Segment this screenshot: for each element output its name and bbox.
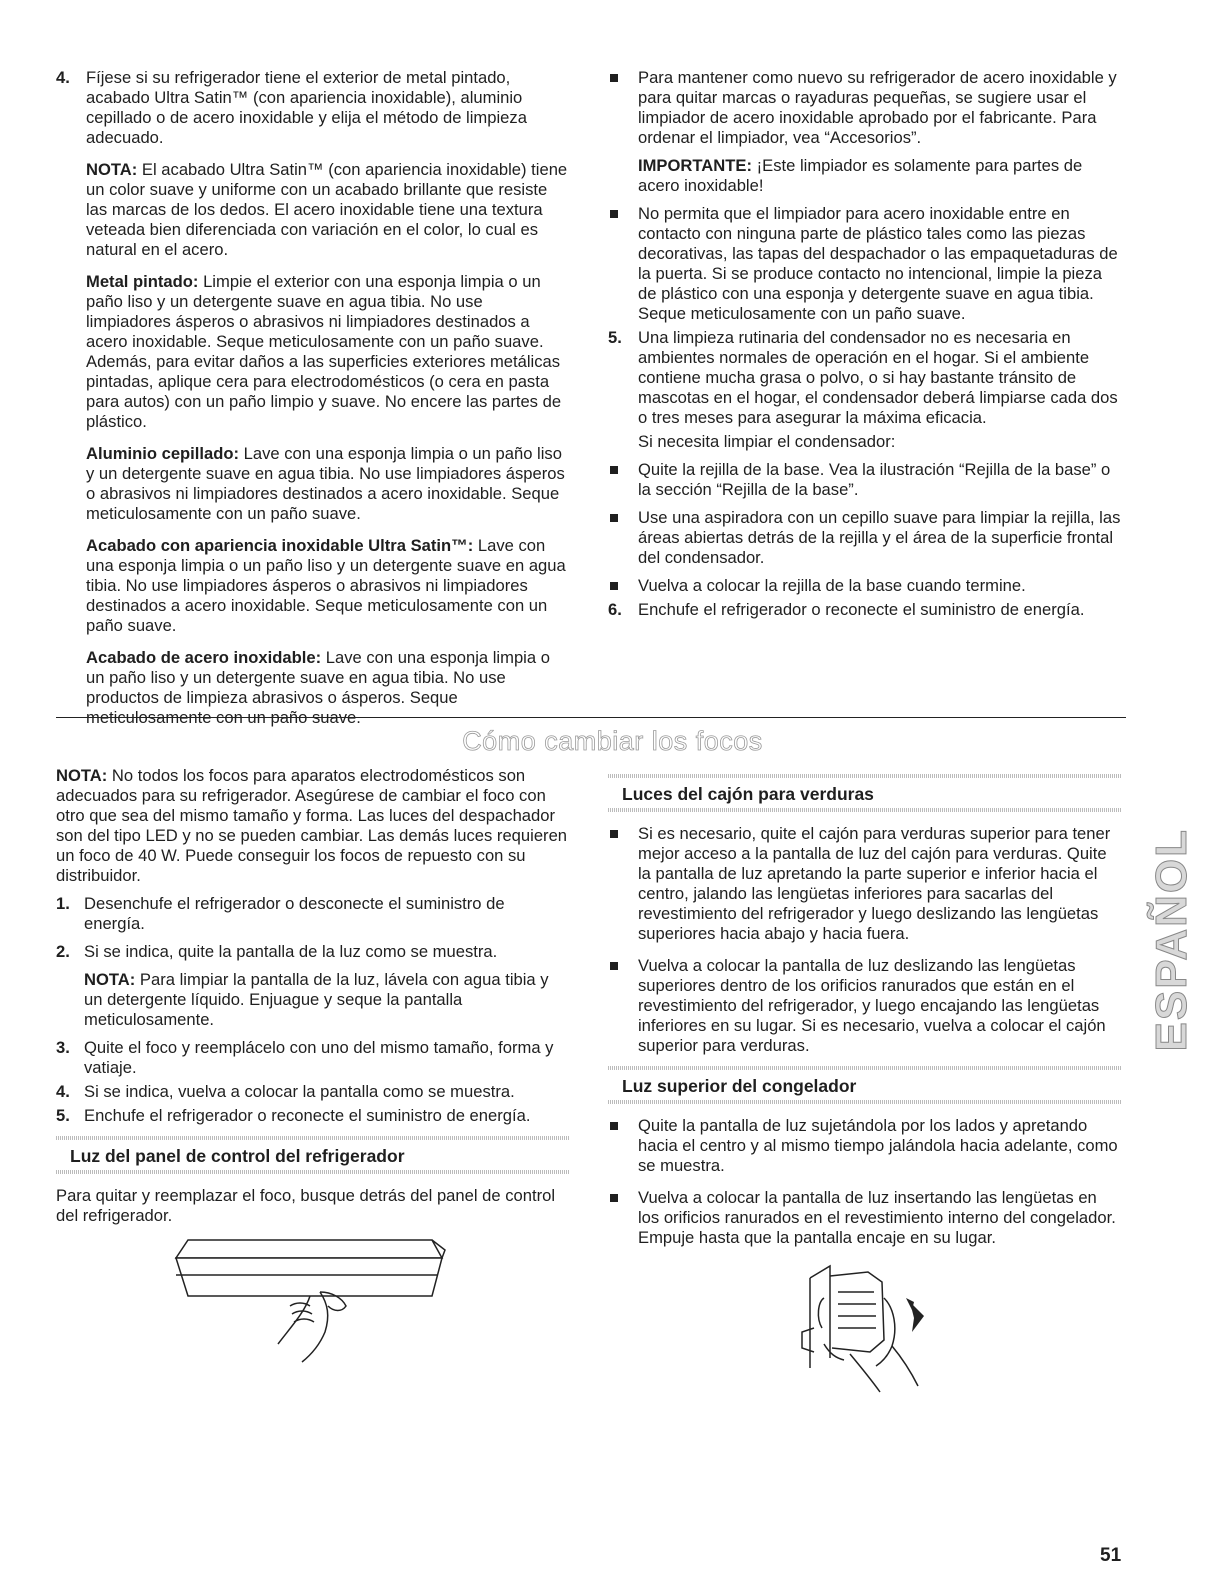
aluminio-paragraph (86, 444, 568, 524)
step-item (56, 1082, 570, 1102)
bullet-square-icon (610, 962, 618, 970)
metal-pintado-text: Limpie el exterior con una esponja limpia o un paño liso y un detergente suave en agua tibia. No use limpiadores ásperos o abrasivos ni limpiadores destinados a acero inoxidable. Seque meticulosamente con un paño suave. Además, para evitar daños a las superficies exteriores metálicas pintadas, aplique cera para electrodomésticos (o cera en pasta para autos) con un paño limpio y suave. No encere las partes de plástico. (86, 272, 562, 431)
bullet-square-icon (610, 582, 618, 590)
item-4-text: Fíjese si su refrigerador tiene el exterior de metal pintado, acabado Ultra Satin™ (con apariencia inoxidable), aluminio cepillado o de acero inoxidable y elija el método de limpieza adecuado. (86, 68, 527, 147)
panel-light-heading: Luz del panel de control del refrigerador (56, 1136, 570, 1174)
item-5-text: Una limpieza rutinaria del condensador no es necesaria en ambientes normales de operación en el hogar. Si el ambiente contiene mucha grasa o polvo, o si hay bastante tránsito de mascotas en el hogar, el condensador deberá limpiarse cada dos o tres meses para asegurar la máxima eficacia. (638, 328, 1118, 427)
bullet-item (608, 204, 1122, 324)
mantener-text: Para mantener como nuevo su refrigerador de acero inoxidable y para quitar marcas o rayaduras pequeñas, se sugiere usar el limpiador de acero inoxidable aprobado por el fabricante. Para ordenar el limpiador, vea “Accesorios”. (638, 68, 1117, 147)
step-number: 2. (56, 942, 70, 961)
crisper-light-heading: Luces del cajón para verduras (608, 774, 1122, 812)
acero-paragraph (86, 648, 568, 728)
importante-text: ¡Este limpiador es solamente para partes de acero inoxidable! (638, 156, 1083, 195)
item-number: 5. (608, 328, 622, 347)
step-item (56, 942, 570, 1030)
cleaning-item-5 (608, 328, 1122, 452)
bullet-item (608, 576, 1122, 596)
section-title: Cómo cambiar los focos (462, 726, 763, 756)
focos-nota-paragraph (56, 766, 570, 886)
bullet-item (608, 956, 1122, 1056)
item-number: 4. (56, 68, 70, 87)
nota-paragraph (86, 160, 568, 260)
control-panel-illustration (170, 1232, 460, 1367)
bullet-square-icon (610, 466, 618, 474)
metal-pintado-paragraph (86, 272, 568, 432)
language-tab-label: ESPAÑOL (1147, 828, 1196, 1052)
step-text: Enchufe el refrigerador o reconecte el suministro de energía. (84, 1106, 531, 1125)
acero-text: Lave con una esponja limpia o un paño liso y un detergente suave en agua tibia. No use productos de limpieza abrasivos o ásperos. Seque meticulosamente con un paño suave. (86, 648, 550, 727)
item-number: 6. (608, 600, 622, 619)
aluminio-label: Aluminio cepillado: (86, 444, 240, 463)
panel-light-text: Para quitar y reemplazar el foco, busque detrás del panel de control del refrigerador. (56, 1186, 556, 1225)
step-item (56, 1106, 570, 1126)
condensador-bullet-text: Use una aspiradora con un cepillo suave para limpiar la rejilla, las áreas abiertas detrás de la rejilla y el área de la superficie frontal del condensador. (638, 508, 1121, 567)
item-6-text: Enchufe el refrigerador o reconecte el suministro de energía. (638, 600, 1085, 619)
bullet-square-icon (610, 210, 618, 218)
left-bottom-column (56, 766, 570, 1226)
ultra-satin-text: Lave con una esponja limpia o un paño liso y un detergente suave en agua tibia. No use limpiadores ásperos o abrasivos ni limpiadores destinados a acero inoxidable. Seque meticulosamente con un paño suave. (86, 536, 566, 635)
nota-label: NOTA: (86, 160, 138, 179)
bullet-item (608, 508, 1122, 568)
cleaning-item-6 (608, 600, 1122, 620)
step-text: Si se indica, vuelva a colocar la pantalla como se muestra. (84, 1082, 515, 1101)
freezer-light-heading: Luz superior del congelador (608, 1066, 1122, 1104)
bullet-square-icon (610, 1122, 618, 1130)
importante-paragraph (608, 156, 1122, 196)
bullet-square-icon (610, 830, 618, 838)
nota-label: NOTA: (84, 970, 136, 989)
nota-text: Para limpiar la pantalla de la luz, lávela con agua tibia y un detergente líquido. Enjuague y seque la pantalla meticulosamente. (84, 970, 549, 1029)
nota-text: El acabado Ultra Satin™ (con apariencia inoxidable) tiene un color suave y uniforme con un acabado brillante que resiste las marcas de los dedos. El acero inoxidable tiene una textura veteada bien diferenciada con variación en el color, lo cual es natural en el acero. (86, 160, 568, 259)
step-item (56, 1038, 570, 1078)
bullet-item (608, 1116, 1122, 1176)
ultra-satin-paragraph (86, 536, 568, 636)
bullet-item (608, 460, 1122, 500)
step-number: 4. (56, 1082, 70, 1101)
bullet-square-icon (610, 1194, 618, 1202)
crisper-bullet-text: Vuelva a colocar la pantalla de luz deslizando las lengüetas superiores dentro de los orificios ranurados que están en el revestimiento del refrigerador, y luego encajando las lengüetas inferiores en su lugar. Si es necesario, vuelva a colocar el cajón superior para verduras. (638, 956, 1106, 1055)
no-permita-text: No permita que el limpiador para acero inoxidable entre en contacto con ninguna parte de plástico tales como las piezas decorativas, las tapas del despachador o las empaquetaduras de la puerta. Si se produce contacto no intencional, limpie la pieza de plástico con una esponja y detergente suave en agua tibia. Seque meticulosamente con un paño suave. (638, 204, 1118, 323)
step-2-nota (84, 970, 570, 1030)
item-5-subtext: Si necesita limpiar el condensador: (638, 432, 896, 451)
step-number: 5. (56, 1106, 70, 1125)
section-divider (56, 717, 1126, 718)
step-text: Desenchufe el refrigerador o desconecte el suministro de energía. (84, 894, 505, 933)
left-top-column (56, 68, 568, 728)
ultra-satin-label: Acabado con apariencia inoxidable Ultra Satin™: (86, 536, 474, 555)
cleaning-item-4 (56, 68, 568, 728)
step-number: 1. (56, 894, 70, 913)
bullet-item (608, 1188, 1122, 1248)
page-number: 51 (1100, 1545, 1122, 1566)
aluminio-text: Lave con una esponja limpia o un paño liso y un detergente suave en agua tibia. No use limpiadores ásperos o abrasivos ni limpiadores destinados a acero inoxidable. Seque meticulosamente con un paño suave. (86, 444, 565, 523)
nota-text: No todos los focos para aparatos electrodomésticos son adecuados para su refrigerador. Asegúrese de cambiar el foco con otro que sea del mismo tamaño y forma. Las luces del despachador son del tipo LED y no se pueden cambiar. Las demás luces requieren un foco de 40 W. Puede conseguir los focos de repuesto con su distribuidor. (56, 766, 568, 885)
bullet-square-icon (610, 514, 618, 522)
step-text: Si se indica, quite la pantalla de la luz como se muestra. (84, 942, 498, 961)
importante-label: IMPORTANTE: (638, 156, 752, 175)
acero-label: Acabado de acero inoxidable: (86, 648, 322, 667)
right-bottom-column (608, 774, 1122, 1248)
freezer-light-illustration (790, 1258, 950, 1398)
step-item (56, 894, 570, 934)
freezer-bullet-text: Quite la pantalla de luz sujetándola por los lados y apretando hacia el centro y al mismo tiempo jalándola hacia adelante, como se muestra. (638, 1116, 1118, 1175)
freezer-bullet-text: Vuelva a colocar la pantalla de luz insertando las lengüetas en los orificios ranurados en el revestimiento interno del congelador. Empuje hasta que la pantalla encaje en su lugar. (638, 1188, 1116, 1247)
condensador-bullet-text: Quite la rejilla de la base. Vea la ilustración “Rejilla de la base” o la sección “Rejilla de la base”. (638, 460, 1111, 499)
bullet-item (608, 68, 1122, 148)
language-side-tab (1147, 820, 1196, 1060)
right-top-column (608, 68, 1122, 620)
nota-label: NOTA: (56, 766, 108, 785)
metal-pintado-label: Metal pintado: (86, 272, 199, 291)
step-text: Quite el foco y reemplácelo con uno del mismo tamaño, forma y vatiaje. (84, 1038, 554, 1077)
bullet-item (608, 824, 1122, 944)
bullet-square-icon (610, 74, 618, 82)
condensador-bullet-text: Vuelva a colocar la rejilla de la base cuando termine. (638, 576, 1026, 595)
step-number: 3. (56, 1038, 70, 1057)
crisper-bullet-text: Si es necesario, quite el cajón para verduras superior para tener mejor acceso a la pantalla de luz del cajón para verduras. Quite la pantalla de luz apretando la parte superior e inferior hacia el centro, jalando las lengüetas inferiores para sacarlas del revestimiento del refrigerador y luego deslizando las lengüetas superiores hacia abajo y hacia fuera. (638, 824, 1111, 943)
